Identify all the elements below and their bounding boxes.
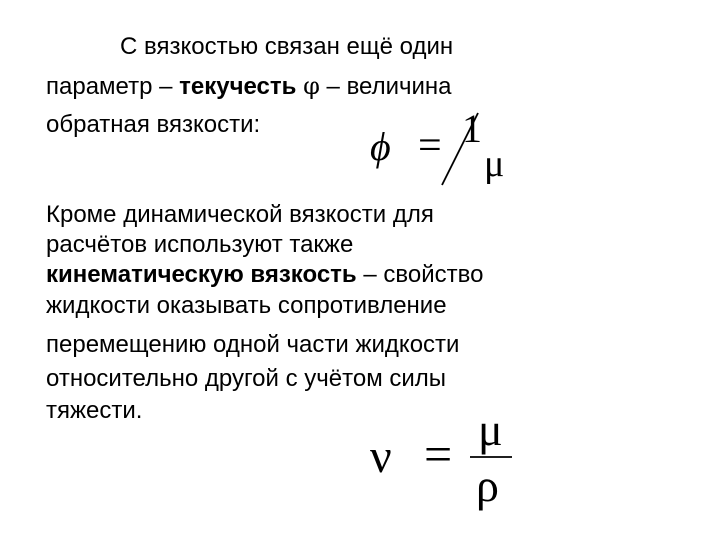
formula1-slash bbox=[360, 105, 530, 195]
paragraph1-line2-end: – величина bbox=[319, 73, 452, 100]
term-fluidity: текучесть bbox=[179, 73, 297, 100]
paragraph1-line2 bbox=[46, 71, 452, 102]
paragraph1-line1: С вязкостью связан ещё один bbox=[120, 33, 454, 60]
paragraph2-line4: жидкости оказывать сопротивление bbox=[46, 292, 447, 319]
formula1-numerator: 1 bbox=[462, 106, 482, 151]
formula1-equals: = bbox=[418, 123, 442, 169]
fluidity-formula bbox=[360, 105, 530, 195]
paragraph2-line6: относительно другой с учётом силы bbox=[46, 365, 447, 392]
phi-symbol: φ bbox=[303, 72, 320, 100]
formula2-fraction-bar bbox=[360, 405, 540, 515]
formula2-denominator: ρ bbox=[476, 460, 499, 511]
formula1-denominator: μ bbox=[484, 143, 505, 185]
term-kinematic-viscosity: кинематическую вязкость bbox=[46, 261, 357, 288]
formula2-lhs: ν bbox=[370, 430, 392, 483]
paragraph2-line2: расчётов используют также bbox=[46, 231, 354, 258]
paragraph2-line3-end: – свойство bbox=[356, 261, 484, 288]
paragraph1-line2-start: параметр – bbox=[46, 73, 180, 100]
formula2-equals: = bbox=[424, 426, 453, 482]
paragraph2-line5: перемещению одной части жидкости bbox=[46, 331, 460, 358]
paragraph2-line3 bbox=[46, 260, 483, 290]
formula1-lhs: ϕ bbox=[370, 124, 391, 169]
formula2-numerator: μ bbox=[478, 404, 503, 455]
kinematic-viscosity-formula bbox=[360, 405, 540, 515]
paragraph2-line7: тяжести. bbox=[46, 397, 143, 424]
paragraph1-line3: обратная вязкости: bbox=[46, 111, 261, 138]
paragraph2-line1: Кроме динамической вязкости для bbox=[46, 201, 434, 228]
